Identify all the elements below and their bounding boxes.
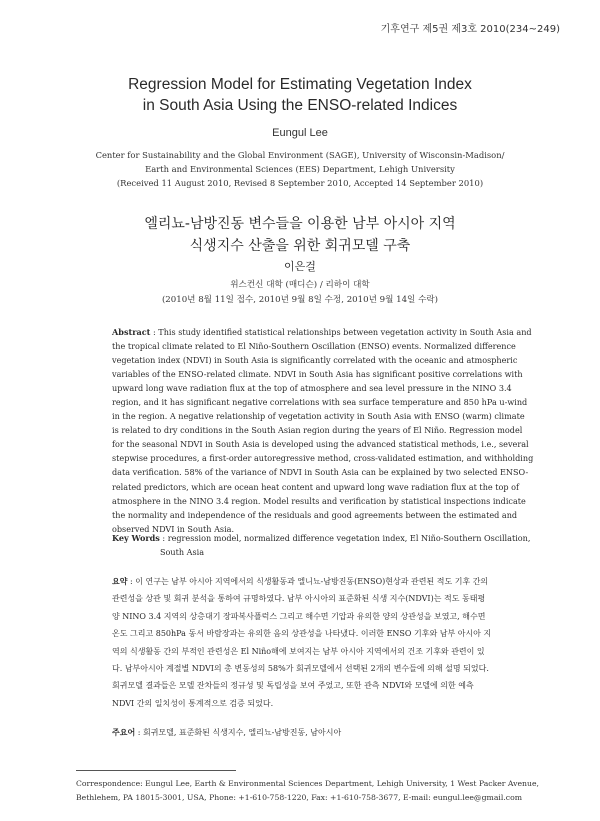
korean-affiliation	[0, 278, 600, 308]
abstract-line: the tropical climate related to El Niño-Southern Oscillation (ENSO) events. Normalized difference	[112, 341, 516, 352]
correspondence-note	[76, 777, 539, 805]
abstract-line: the normality and independence of the residuals and good agreements between the estimated and	[112, 509, 518, 520]
korean-abstract-line: 회귀모델 결과들은 모델 잔차들의 정규성 및 독립성을 보여 주었고, 또한 관측 NDVI와 모델에 의한 예측	[112, 681, 474, 691]
korean-abstract-line: 다. 남부아시아 계절별 NDVI의 총 변동성의 58%가 회귀모델에서 선택된 2개의 변수들에 의해 설명 되었다.	[112, 664, 489, 674]
abstract-line: Abstract : This study identified statistical relationships between vegetation activity in South Asia and	[112, 327, 532, 337]
korean-abstract-line: 역의 식생활동 간의 부적인 관련성은 El Niño해에 보여지는 남부 아시아 지역에서의 건조 기후와 관련이 있	[112, 646, 485, 656]
korean-title-line: 엘리뇨-남방진동 변수들을 이용한 남부 아시아 지역	[144, 216, 456, 232]
english-affiliation	[0, 148, 600, 190]
abstract-line: region, and it has significant negative correlations with sea surface temperature and 850 hPa u-wind	[112, 397, 528, 408]
korean-title-line: 식생지수 산출을 위한 회귀모델 구축	[189, 238, 411, 254]
abstract-line: variables of the ENSO-related climate. NDVI in South Asia has significant positive correlations with	[112, 369, 523, 380]
korean-abstract-line: 온도 그리고 850hPa 동서 바람장과는 유의한 음의 상관성을 나타냈다. 이러한 ENSO 기후와 남부 아시아 지	[112, 629, 492, 639]
abstract-line: data verification. 58% of the variance of NDVI in South Asia can be explained by two selected ENSO-	[112, 467, 529, 478]
korean-keywords-text: : 회귀모델, 표준화된 식생지수, 엘리뇨-남방진동, 남아시아	[135, 728, 342, 737]
korean-abstract-line: 요약 : 이 연구는 남부 아시아 지역에서의 식생활동과 엘니뇨-남방진동(ENSO)현상과 관련된 적도 기후 간의	[112, 577, 489, 586]
korean-abstract-label: 요약	[112, 577, 128, 586]
received-dates: (2010년 8월 11일 접수, 2010년 9월 8일 수정, 2010년 9월 14일 수락)	[161, 295, 439, 305]
english-title-line: in South Asia Using the ENSO-related Indices	[142, 97, 458, 114]
korean-author: 이은걸	[284, 260, 316, 273]
korean-title	[0, 213, 600, 257]
keywords	[112, 531, 531, 559]
korean-keywords-label: 주요어	[112, 728, 136, 737]
abstract-line: atmosphere in the NINO 3.4 region. Model results and verification by statistical inspections indicate	[112, 495, 526, 506]
english-title	[0, 74, 600, 116]
english-abstract	[112, 325, 534, 536]
affiliation-line: Center for Sustainability and the Global Environment (SAGE), University of Wisconsin-Madison/	[95, 150, 505, 160]
keywords-label: Key Words	[112, 533, 160, 543]
footnote-rule	[76, 770, 236, 771]
korean-keywords	[112, 727, 504, 738]
korean-abstract-line: 양 NINO 3.4 지역의 상층대기 장파복사플럭스 그리고 해수면 기압과 유의한 양의 상관성을 보였고, 해수면	[112, 611, 486, 621]
english-title-line: Regression Model for Estimating Vegetation Index	[128, 76, 472, 93]
abstract-line: upward long wave radiation flux at the top of atmosphere and sea level pressure in the NINO 3.4	[112, 383, 512, 394]
abstract-label: Abstract	[112, 327, 151, 337]
keywords-line: Key Words : regression model, normalized difference vegetation index, El Niño-Southern Oscillation,	[112, 533, 531, 543]
received-dates: (Received 11 August 2010, Revised 8 September 2010, Accepted 14 September 2010)	[116, 178, 484, 188]
correspondence-line: Correspondence: Eungul Lee, Earth & Environmental Sciences Department, Lehigh University, 1 West Packer Avenue,	[76, 779, 539, 788]
abstract-line: related predictors, which are ocean heat content and upward long wave radiation flux at the top of	[112, 481, 520, 492]
korean-abstract	[112, 573, 504, 712]
abstract-line: observed NDVI in South Asia.	[112, 523, 235, 534]
affiliation-line: 위스컨신 대학 (매디슨) / 리하이 대학	[230, 280, 370, 290]
english-author: Eungul Lee	[272, 127, 328, 139]
correspondence-line: Bethlehem, PA 18015-3001, USA, Phone: +1-610-758-1220, Fax: +1-610-758-3677, E-mail: eungul.lee@gmail.com	[76, 793, 522, 802]
abstract-line: stepwise procedures, a first-order autoregressive method, cross-validated estimation, and withholding	[112, 453, 534, 464]
abstract-line: for the seasonal NDVI in South Asia is developed using the advanced statistical methods, i.e., several	[112, 439, 529, 450]
abstract-line: vegetation index (NDVI) in South Asia is significantly correlated with the oceanic and atmospheric	[112, 355, 518, 366]
abstract-line: is related to dry conditions in the South Asian region during the years of El Niño. Regression model	[112, 425, 523, 436]
journal-header: 기후연구 제5권 제3호 2010(234~249)	[380, 24, 560, 35]
abstract-line: in the region. A negative relationship of vegetation activity in South Asia with ENSO (warm) climate	[112, 411, 525, 422]
keywords-line: South Asia	[160, 547, 205, 557]
korean-abstract-line: NDVI 간의 일치성이 통계적으로 검증 되었다.	[112, 698, 274, 708]
affiliation-line: Earth and Environmental Sciences (EES) Department, Lehigh University	[145, 164, 455, 174]
korean-abstract-line: 관련성을 상관 및 회귀 분석을 통하여 규명하였다. 남부 아시아의 표준화된 식생 지수(NDVI)는 적도 동태평	[112, 594, 486, 604]
